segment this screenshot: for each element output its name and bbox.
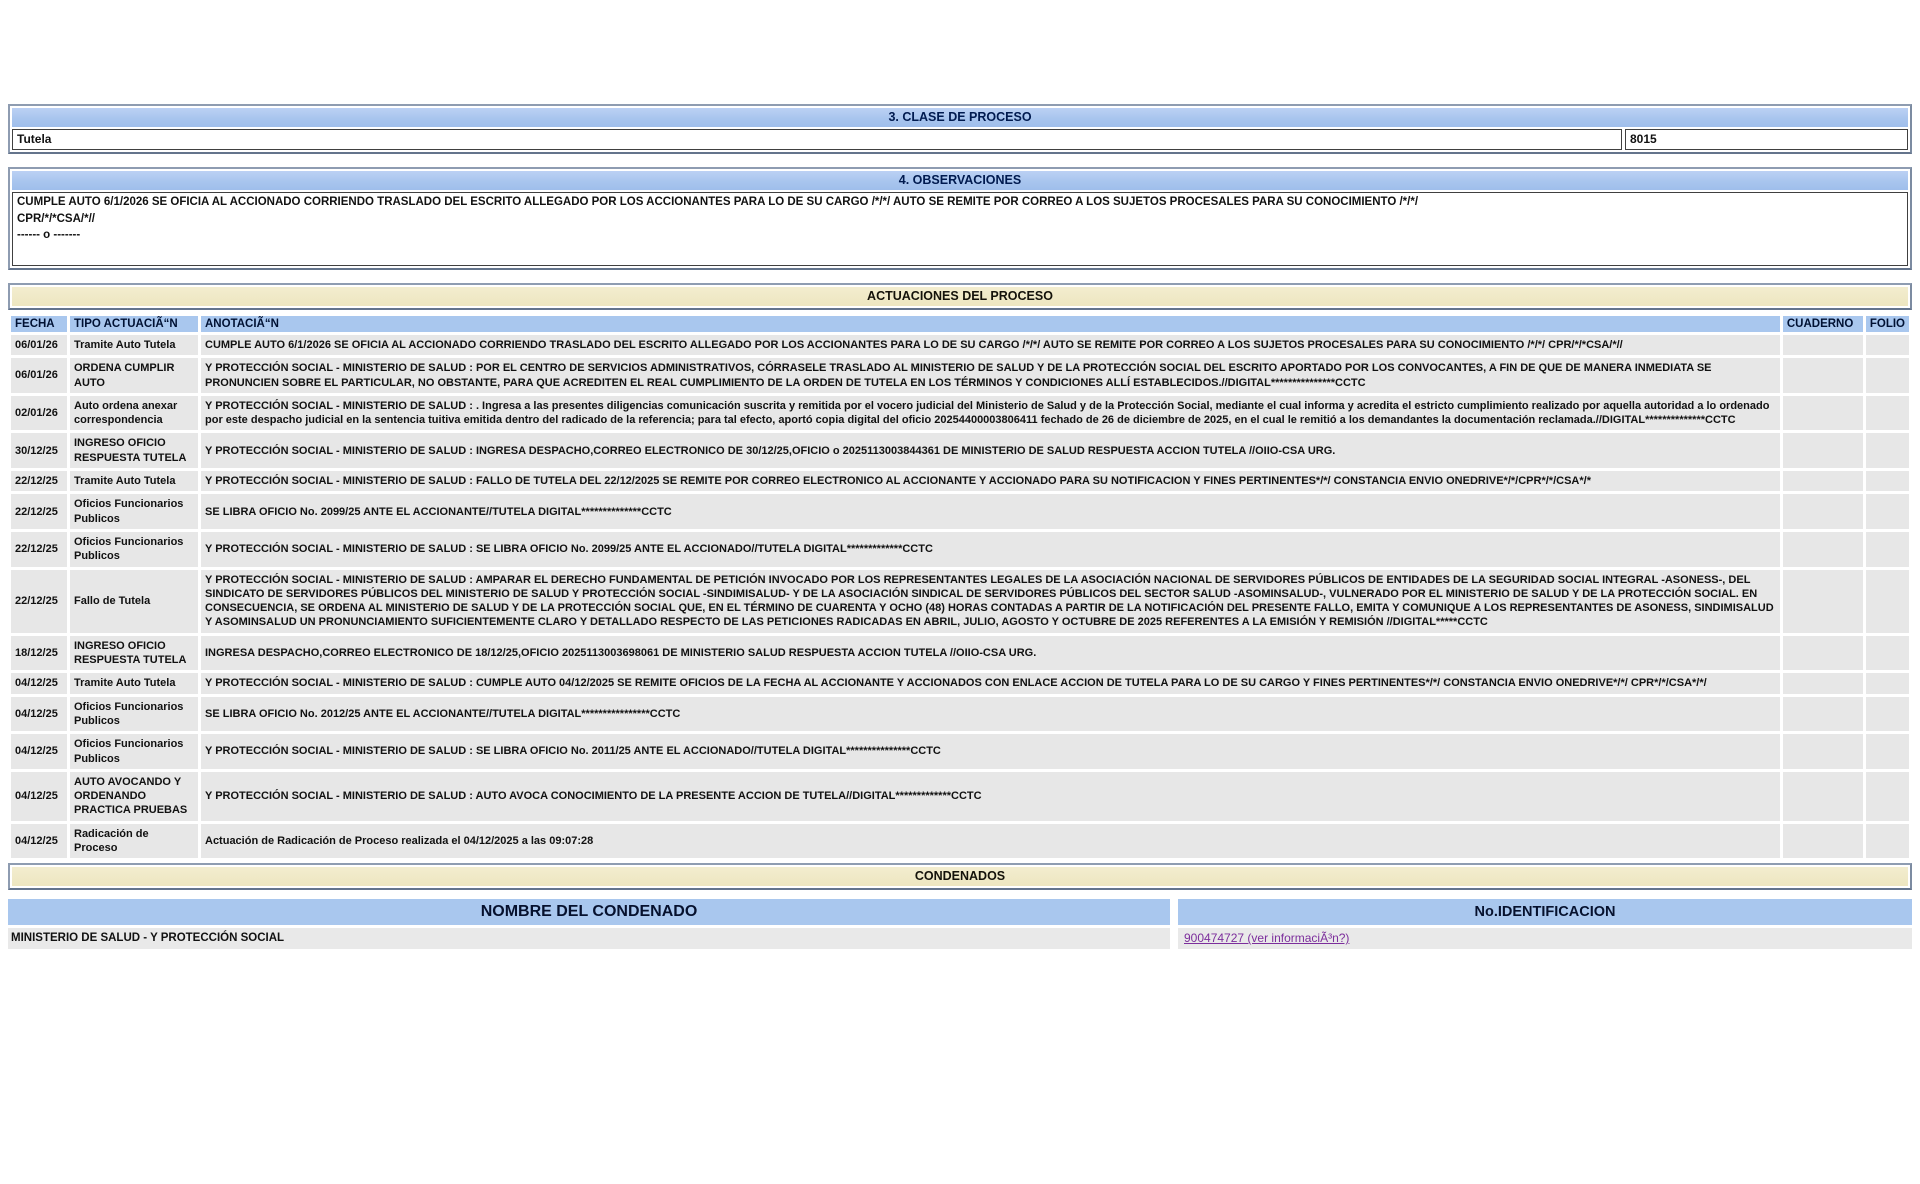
- actuaciones-table: [8, 313, 1912, 861]
- condenado-row: [8, 928, 1912, 949]
- anotacion-cell: Y PROTECCIÓN SOCIAL - MINISTERIO DE SALUD : CUMPLE AUTO 04/12/2025 SE REMITE OFICIOS DE LA FECHA AL ACCIONANTE Y ACCIONADOS CON ENLACE ACCION DE TUTELA PARA LO DE SU CARGO Y FINES PERTINENTES*/*/ CONSTANCIA ENVIO ONEDRIVE*/*/ CPR*/*/CSA*/*/: [201, 673, 1780, 693]
- actuaciones-header-bar: [12, 287, 1908, 306]
- tipo-cell: Tramite Auto Tutela: [70, 471, 198, 491]
- actuacion-row: [11, 734, 1909, 769]
- clase-proceso-code-field[interactable]: 8015: [1625, 129, 1908, 150]
- condenado-nombre-cell: MINISTERIO DE SALUD - Y PROTECCIÓN SOCIAL: [8, 928, 1170, 949]
- actuacion-row: [11, 532, 1909, 567]
- column-header-folio: FOLIO: [1866, 316, 1909, 332]
- anotacion-cell: Y PROTECCIÓN SOCIAL - MINISTERIO DE SALUD : . Ingresa a las presentes diligencias comunicación suscrita y remitida por el vocero judicial del Ministerio de Salud y de la Protección Social, mediante el cual informa y acredita el estricto cumplimiento realizado por aquella autoridad a lo ordenado por este despacho judicial en la sentencia tuitiva emitida dentro del radicado de la referencia; para tal efecto, aportó copia digital del oficio 20254400003806411 fechado de 26 de diciembre de 2025, en el cual le remitió a los demandantes la documentación reclamada.//DIGITAL**************CCTC: [201, 396, 1780, 431]
- folio-cell: [1866, 532, 1909, 567]
- cuaderno-cell: [1783, 734, 1863, 769]
- anotacion-cell: Y PROTECCIÓN SOCIAL - MINISTERIO DE SALUD : POR EL CENTRO DE SERVICIOS ADMINISTRATIVOS, CÓRRASELE TRASLADO AL MINISTERIO DE SALUD Y DE LA PROTECCIÓN SOCIAL DEL ESCRITO APORTADO POR LOS CONVOCANTES, A FIN DE QUE DE MANERA INMEDIATA SE PRONUNCIEN SOBRE EL PARTICULAR, NO OBSTANTE, PARA QUE ACREDITEN EL REAL CUMPLIMIENTO DE LA ORDEN DE TUTELA EN LOS TÉRMINOS Y CONDICIONES ALLÍ ESTABLECIDOS.//DIGITAL***************CCTC: [201, 358, 1780, 393]
- tipo-cell: INGRESO OFICIO RESPUESTA TUTELA: [70, 636, 198, 671]
- fecha-cell: 22/12/25: [11, 471, 67, 491]
- cuaderno-cell: [1783, 673, 1863, 693]
- condenados-header-bar: [12, 867, 1908, 886]
- folio-cell: [1866, 396, 1909, 431]
- actuaciones-header-row: [11, 316, 1909, 332]
- folio-cell: [1866, 697, 1909, 732]
- folio-cell: [1866, 570, 1909, 633]
- cuaderno-cell: [1783, 433, 1863, 468]
- tipo-cell: Oficios Funcionarios Publicos: [70, 734, 198, 769]
- tipo-cell: Fallo de Tutela: [70, 570, 198, 633]
- cuaderno-cell: [1783, 772, 1863, 821]
- condenados-column-headers: [8, 899, 1912, 925]
- actuacion-row: [11, 772, 1909, 821]
- cuaderno-cell: [1783, 358, 1863, 393]
- anotacion-cell: Actuación de Radicación de Proceso realizada el 04/12/2025 a las 09:07:28: [201, 824, 1780, 859]
- actuacion-row: [11, 433, 1909, 468]
- actuacion-row: [11, 358, 1909, 393]
- cuaderno-cell: [1783, 636, 1863, 671]
- folio-cell: [1866, 471, 1909, 491]
- fecha-cell: 30/12/25: [11, 433, 67, 468]
- cuaderno-cell: [1783, 396, 1863, 431]
- column-header-anotacion: ANOTACIÃ“N: [201, 316, 1780, 332]
- tipo-cell: ORDENA CUMPLIR AUTO: [70, 358, 198, 393]
- cuaderno-cell: [1783, 824, 1863, 859]
- tipo-cell: Tramite Auto Tutela: [70, 673, 198, 693]
- identificacion-link[interactable]: 900474727 (ver informaciÃ³n?): [1184, 931, 1350, 946]
- fecha-cell: 04/12/25: [11, 772, 67, 821]
- folio-cell: [1866, 772, 1909, 821]
- actuacion-row: [11, 824, 1909, 859]
- fecha-cell: 04/12/25: [11, 734, 67, 769]
- observaciones-line-1: CUMPLE AUTO 6/1/2026 SE OFICIA AL ACCIONADO CORRIENDO TRASLADO DEL ESCRITO ALLEGADO POR LOS ACCIONANTES PARA LO DE SU CARGO /*/*/ AUTO SE REMITE POR CORREO A LOS SUJETOS PROCESALES PARA SU CONOCIMIENTO /*/*/: [17, 196, 1419, 208]
- anotacion-cell: Y PROTECCIÓN SOCIAL - MINISTERIO DE SALUD : INGRESA DESPACHO,CORREO ELECTRONICO DE 30/12/25,OFICIO o 2025113003844361 DE MINISTERIO DE SALUD RESPUESTA ACCION TUTELA //OIIO-CSA URG.: [201, 433, 1780, 468]
- fecha-cell: 04/12/25: [11, 673, 67, 693]
- column-header-cuaderno: CUADERNO: [1783, 316, 1863, 332]
- anotacion-cell: SE LIBRA OFICIO No. 2012/25 ANTE EL ACCIONANTE//TUTELA DIGITAL****************CCTC: [201, 697, 1780, 732]
- tipo-cell: Oficios Funcionarios Publicos: [70, 532, 198, 567]
- actuacion-row: [11, 494, 1909, 529]
- anotacion-cell: Y PROTECCIÓN SOCIAL - MINISTERIO DE SALUD : FALLO DE TUTELA DEL 22/12/2025 SE REMITE POR CORREO ELECTRONICO AL ACCIONANTE Y ACCIONADO PARA SU NOTIFICACION Y FINES PERTINENTES*/*/ CONSTANCIA ENVIO ONEDRIVE*/*/CPR*/*/CSA*/*: [201, 471, 1780, 491]
- actuaciones-body: [11, 335, 1909, 858]
- folio-cell: [1866, 636, 1909, 671]
- actuacion-row: [11, 636, 1909, 671]
- condenado-identificacion-cell: [1178, 928, 1912, 949]
- fecha-cell: 06/01/26: [11, 358, 67, 393]
- fecha-cell: 22/12/25: [11, 494, 67, 529]
- tipo-cell: AUTO AVOCANDO Y ORDENANDO PRACTICA PRUEBAS: [70, 772, 198, 821]
- fecha-cell: 22/12/25: [11, 532, 67, 567]
- tipo-cell: Auto ordena anexar correspondencia: [70, 396, 198, 431]
- actuacion-row: [11, 396, 1909, 431]
- observaciones-textarea[interactable]: [12, 192, 1908, 266]
- cuaderno-cell: [1783, 335, 1863, 355]
- fecha-cell: 06/01/26: [11, 335, 67, 355]
- actuacion-row: [11, 471, 1909, 491]
- observaciones-title: 4. OBSERVACIONES: [898, 173, 1022, 187]
- clase-proceso-value-field[interactable]: Tutela: [12, 129, 1622, 150]
- anotacion-cell: INGRESA DESPACHO,CORREO ELECTRONICO DE 18/12/25,OFICIO 2025113003698061 DE MINISTERIO SALUD RESPUESTA ACCION TUTELA //OIIO-CSA URG.: [201, 636, 1780, 671]
- anotacion-cell: SE LIBRA OFICIO No. 2099/25 ANTE EL ACCIONANTE//TUTELA DIGITAL**************CCTC: [201, 494, 1780, 529]
- actuaciones-header-box: [8, 283, 1912, 310]
- folio-cell: [1866, 358, 1909, 393]
- anotacion-cell: CUMPLE AUTO 6/1/2026 SE OFICIA AL ACCIONADO CORRIENDO TRASLADO DEL ESCRITO ALLEGADO POR LOS ACCIONANTES PARA LO DE SU CARGO /*/*/ AUTO SE REMITE POR CORREO A LOS SUJETOS PROCESALES PARA SU CONOCIMIENTO /*/*/ CPR/*/*CSA/*//: [201, 335, 1780, 355]
- folio-cell: [1866, 335, 1909, 355]
- observaciones-line-3: ------ o -------: [17, 229, 81, 242]
- condenados-header-box: [8, 863, 1912, 890]
- tipo-cell: Tramite Auto Tutela: [70, 335, 198, 355]
- clase-proceso-header: [12, 108, 1908, 127]
- tipo-cell: Radicación de Proceso: [70, 824, 198, 859]
- clase-proceso-fields: [12, 129, 1908, 150]
- process-detail-page: [8, 104, 1912, 949]
- tipo-cell: Oficios Funcionarios Publicos: [70, 697, 198, 732]
- tipo-cell: INGRESO OFICIO RESPUESTA TUTELA: [70, 433, 198, 468]
- folio-cell: [1866, 433, 1909, 468]
- folio-cell: [1866, 494, 1909, 529]
- anotacion-cell: Y PROTECCIÓN SOCIAL - MINISTERIO DE SALUD : AMPARAR EL DERECHO FUNDAMENTAL DE PETICIÓN INVOCADO POR LOS REPRESENTANTES LEGALES DE LA ASOCIACIÓN NACIONAL DE SERVIDORES PÚBLICOS DE ENTIDADES DE LA SEGURIDAD SOCIAL INTEGRAL -ASONESS-, DEL SINDICATO DE SERVIDORES PÚBLICOS DEL MINISTERIO DE SALUD Y PROTECCIÓN SOCIAL -SINDIMISALUD- Y DE LA ASOCIACIÓN SINDICAL DE SERVIDORES PÚBLICOS DEL SECTOR SALUD -ASOMINSALUD-, VULNERADO POR EL MINISTERIO DE SALUD Y DE LA PROTECCIÓN SOCIAL. EN CONSECUENCIA, SE ORDENA AL MINISTERIO DE SALUD Y DE LA PROTECCIÓN SOCIAL QUE, EN EL TÉRMINO DE CUARENTA Y OCHO (48) HORAS CONTADAS A PARTIR DE LA NOTIFICACIÓN DEL PRESENTE FALLO, EMITA Y COMUNIQUE A LOS REPRESENTANTES DE ASONESS, SINDIMISALUD Y ASOMINSALUD UN PRONUNCIAMIENTO SUFICIENTEMENTE CLARO Y DETALLADO RESPECTO DE LAS PETICIONES RADICADAS EN ABRIL, JULIO, AGOSTO Y OCTUBRE DE 2025 REFERENTES A LA EMISIÓN Y REMISIÓN //DIGITAL*****CCTC: [201, 570, 1780, 633]
- clase-proceso-section: [8, 104, 1912, 154]
- anotacion-cell: Y PROTECCIÓN SOCIAL - MINISTERIO DE SALUD : SE LIBRA OFICIO No. 2011/25 ANTE EL ACCIONADO//TUTELA DIGITAL***************CCTC: [201, 734, 1780, 769]
- cuaderno-cell: [1783, 570, 1863, 633]
- column-header-tipo: TIPO ACTUACIÃ“N: [70, 316, 198, 332]
- actuacion-row: [11, 697, 1909, 732]
- condenados-title: CONDENADOS: [914, 869, 1006, 884]
- observaciones-header: [12, 171, 1908, 190]
- cuaderno-cell: [1783, 471, 1863, 491]
- fecha-cell: 04/12/25: [11, 824, 67, 859]
- column-header-no-identificacion: No.IDENTIFICACION: [1178, 899, 1912, 925]
- actuacion-row: [11, 673, 1909, 693]
- condenados-body: [8, 928, 1912, 949]
- actuacion-row: [11, 570, 1909, 633]
- column-header-fecha: FECHA: [11, 316, 67, 332]
- anotacion-cell: Y PROTECCIÓN SOCIAL - MINISTERIO DE SALUD : AUTO AVOCA CONOCIMIENTO DE LA PRESENTE ACCION DE TUTELA//DIGITAL*************CCTC: [201, 772, 1780, 821]
- fecha-cell: 18/12/25: [11, 636, 67, 671]
- observaciones-section: [8, 167, 1912, 270]
- fecha-cell: 22/12/25: [11, 570, 67, 633]
- tipo-cell: Oficios Funcionarios Publicos: [70, 494, 198, 529]
- folio-cell: [1866, 734, 1909, 769]
- fecha-cell: 04/12/25: [11, 697, 67, 732]
- observaciones-line-2: CPR/*/*CSA/*//: [17, 212, 95, 225]
- actuacion-row: [11, 335, 1909, 355]
- clase-proceso-title: 3. CLASE DE PROCESO: [888, 110, 1032, 124]
- cuaderno-cell: [1783, 494, 1863, 529]
- fecha-cell: 02/01/26: [11, 396, 67, 431]
- anotacion-cell: Y PROTECCIÓN SOCIAL - MINISTERIO DE SALUD : SE LIBRA OFICIO No. 2099/25 ANTE EL ACCIONADO//TUTELA DIGITAL*************CCTC: [201, 532, 1780, 567]
- column-header-nombre-condenado: NOMBRE DEL CONDENADO: [8, 899, 1170, 925]
- folio-cell: [1866, 824, 1909, 859]
- cuaderno-cell: [1783, 697, 1863, 732]
- cuaderno-cell: [1783, 532, 1863, 567]
- actuaciones-title: ACTUACIONES DEL PROCESO: [867, 289, 1053, 303]
- folio-cell: [1866, 673, 1909, 693]
